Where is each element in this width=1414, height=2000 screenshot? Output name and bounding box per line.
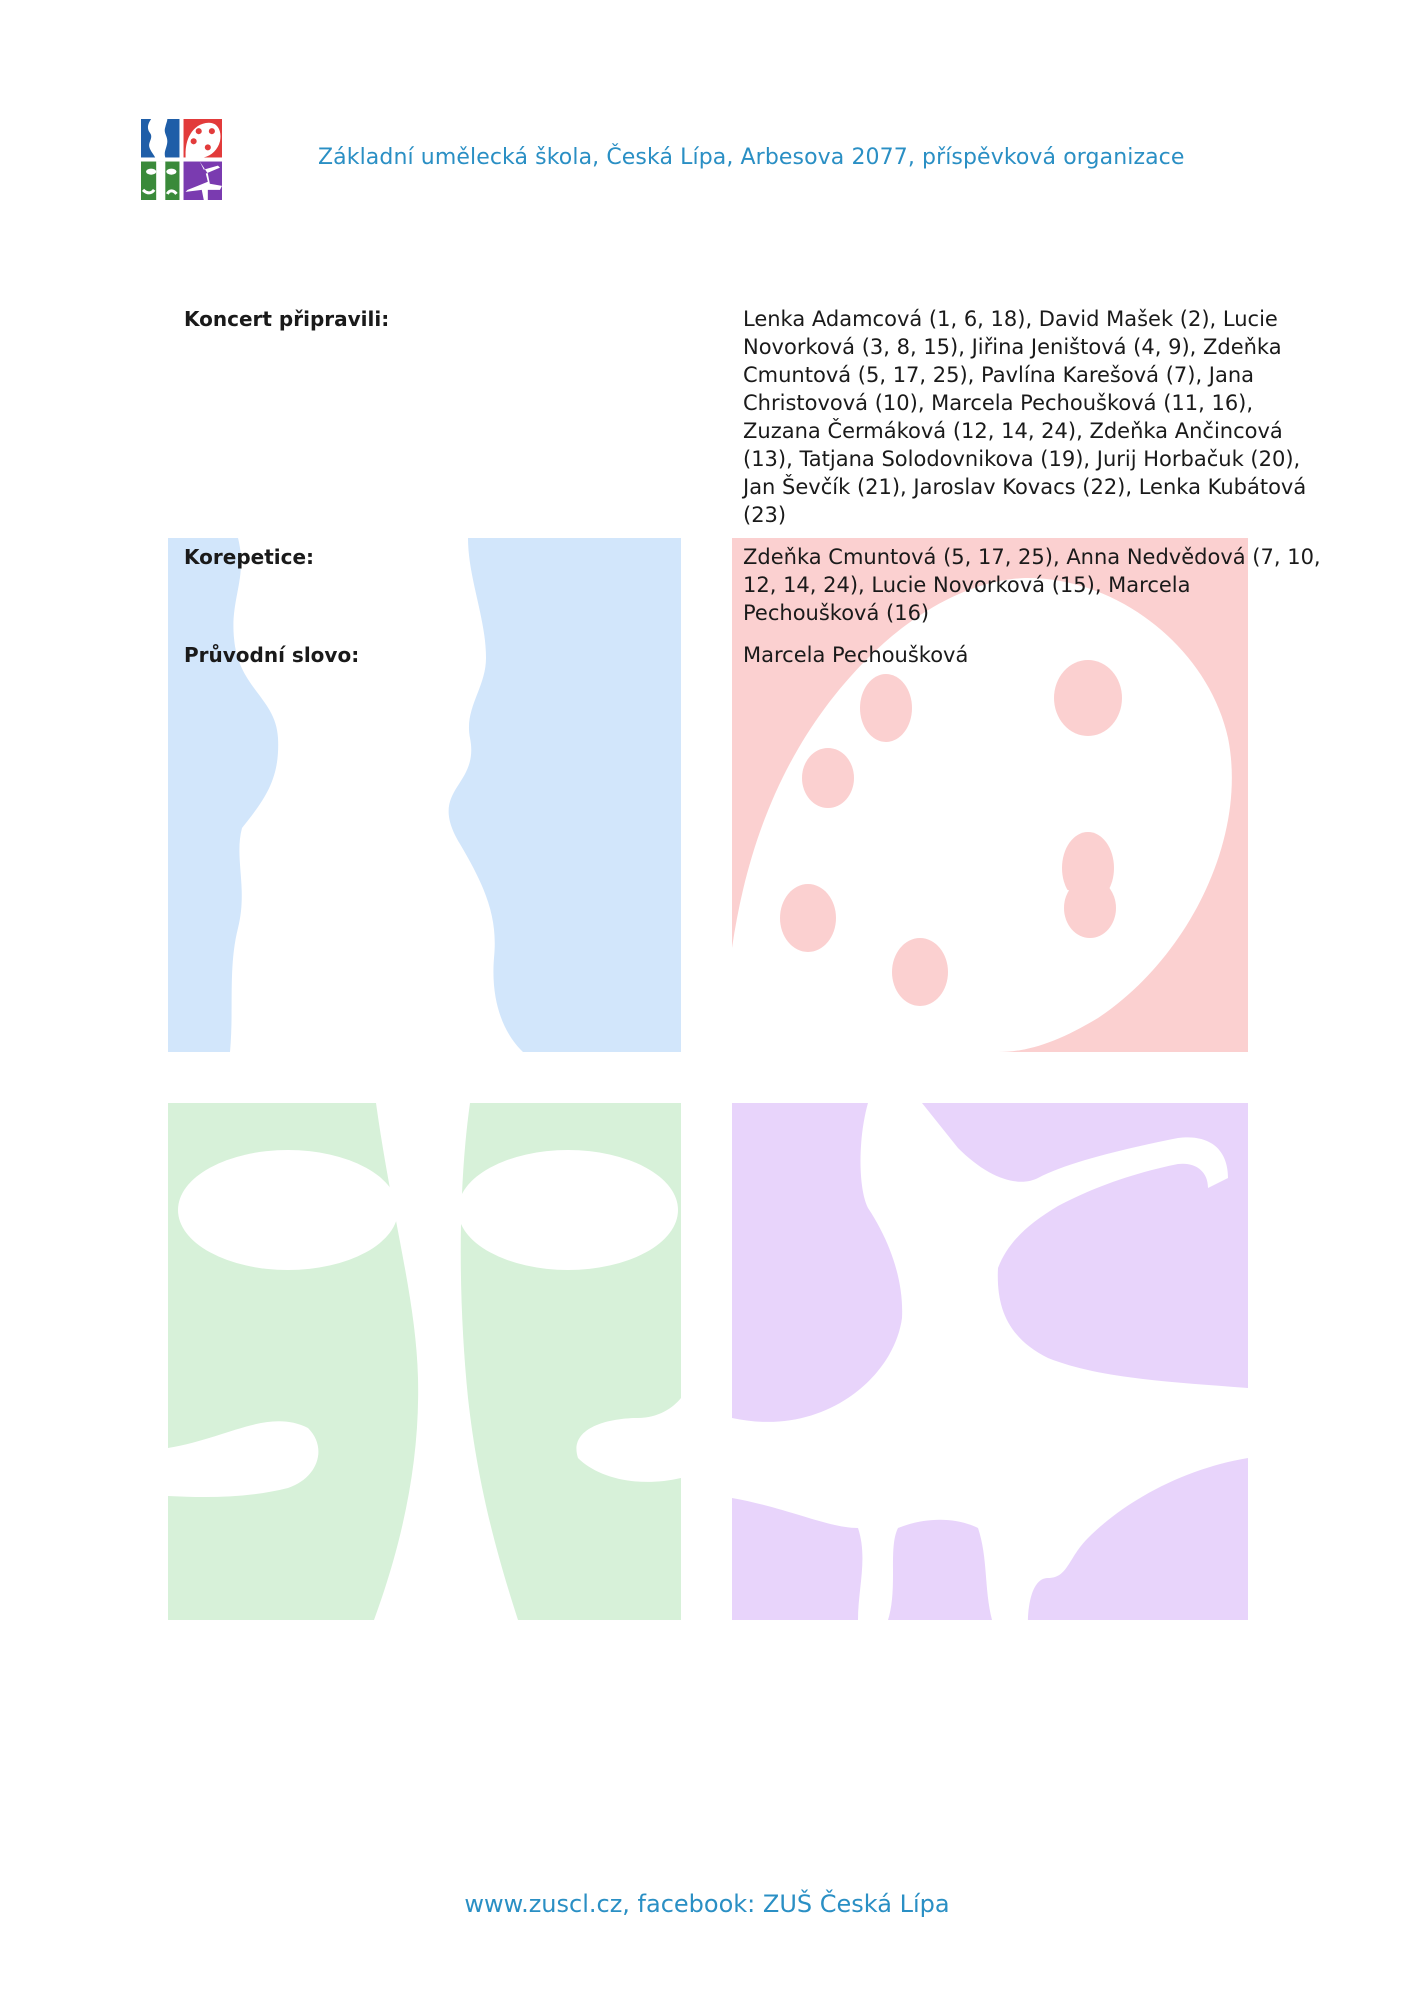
watermark-logo-icon [168,538,1248,1620]
credits-value: Zdeňka Cmuntová (5, 17, 25), Anna Nedvědová (7, 10, 12, 14, 24), Lucie Novorková (15), Marcela Pechoušková (16) [743,545,1321,625]
watermark-drama-masks-icon [168,1103,681,1620]
credits-value: Marcela Pechoušková [743,643,969,667]
credits-label: Korepetice: [184,545,315,569]
watermark-ballerina-icon [732,1103,1248,1620]
credits-row-prepared-by [184,305,1324,529]
footer-contact-link[interactable]: www.zuscl.cz, facebook: ZUŠ Česká Lípa [464,1890,950,1918]
credits-list [184,305,1324,683]
credits-label: Průvodní slovo: [184,643,360,667]
school-name-heading: Základní umělecká škola, Česká Lípa, Arbesova 2077, příspěvková organizace [318,145,1185,170]
zus-arts-logo-icon [141,119,222,200]
credits-row-narration [184,641,1324,669]
credits-row-accompaniment [184,543,1324,627]
credits-value: Lenka Adamcová (1, 6, 18), David Mašek (2), Lucie Novorková (3, 8, 15), Jiřina Jeništová (4, 9), Zdeňka Cmuntová (5, 17, 25), Pavlína Karešová (7), Jana Christovová (10), Marcela Pechoušková (11, 16), Zuzana Čermáková (12, 14, 24), Zdeňka Ančincová (13), Tatjana Solodovnikova (19), Jurij Horbačuk (20), Jan Ševčík (21), Jaroslav Kovacs (22), Lenka Kubátová (23) [743,307,1307,527]
credits-label: Koncert připravili: [184,307,390,331]
